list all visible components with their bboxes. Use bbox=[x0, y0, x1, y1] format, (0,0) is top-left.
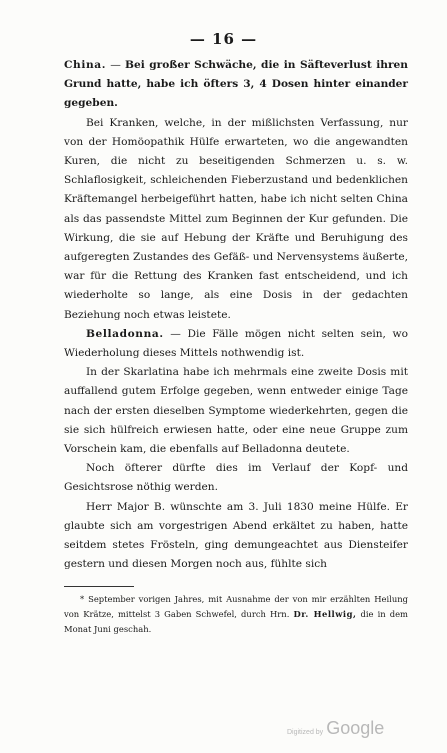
paragraph-text: Bei großer Schwäche, die in Säfteverlust ihren Grund hatte, habe ich öfters 3, 4 Dosen hinter einander gegeben. bbox=[64, 59, 408, 110]
paragraph-text: Bei Kranken, welche, in der mißlichsten Verfassung, nur von der Homöopathik Hülfe erwarteten, wo die angewandten Kuren, die nicht zu beseitigenden Schmerzen u. s. w. Schlaflosigkeit, schleichenden Fieberzustand und bedenklichen Kräftemangel herbeigeführt hatten, habe ich nicht selten China als das passendste Mittel zum Beginnen der Kur gefunden. Die Wirkung, die sie auf Hebung der Kräfte und Beruhigung des aufgeregten Zustandes des Gefäß- und Nervensystems äußerte, war für die Rettung des Kranken fast entscheidend, und ich wiederholte so lange, als eine Dosis in der gedachten Beziehung noch etwas leistete. bbox=[64, 116, 408, 321]
footnote-divider bbox=[64, 586, 134, 587]
paragraph-text: Die Fälle mögen nicht selten sein, wo Wiederholung dieses Mittels nothwendig ist. bbox=[64, 327, 408, 360]
footnote-author: Dr. Hellwig, bbox=[293, 609, 357, 619]
paragraph-major-case bbox=[64, 498, 408, 575]
remedy-label-belladonna: Belladonna. bbox=[86, 327, 164, 340]
paragraph-text: Herr Major B. wünschte am 3. Juli 1830 meine Hülfe. Er glaubte sich am vorgestrigen Abend erkältet zu haben, hatte seitdem stetes Frösteln, ging demungeachtet aus Diensteifer gestern und diesen Morgen noch aus, fühlte sich bbox=[64, 500, 408, 571]
footnote-marker: * bbox=[80, 594, 85, 604]
paragraph-text: In der Skarlatina habe ich mehrmals eine zweite Dosis mit auffallend gutem Erfolge gegeben, wenn entweder einige Tage nach der ersten dieselben Symptome wiederkehrten, gegen die sie sich hülfreich erwiesen hatte, oder eine neue Gruppe zum Vorschein kam, die ebenfalls auf Belladonna deutete. bbox=[64, 366, 408, 456]
page-body bbox=[64, 56, 408, 574]
footnote-text-end: die in dem Monat Juni geschah. bbox=[64, 609, 408, 634]
paragraph-belladonna bbox=[64, 325, 408, 363]
remedy-label-china: China. bbox=[64, 59, 107, 71]
footnote-paragraph bbox=[64, 592, 408, 637]
footnote-text: September vorigen Jahres, mit Ausnahme der von mir erzählten Heilung von Krätze, mittelst 3 Gaben Schwefel, durch Hrn. bbox=[64, 594, 408, 619]
paragraph-china-cases bbox=[64, 114, 408, 325]
google-logo: Google bbox=[326, 718, 385, 738]
paragraph-text: Noch öfterer dürfte dies im Verlauf der Kopf- und Gesichtsrose nöthig werden. bbox=[64, 462, 408, 494]
paragraph-skarlatina bbox=[64, 363, 408, 459]
footnote bbox=[64, 592, 408, 637]
em-dash: — bbox=[106, 59, 125, 71]
em-dash: — bbox=[163, 327, 188, 340]
page-number: — 16 — bbox=[189, 30, 258, 48]
digitizer-watermark bbox=[287, 718, 384, 739]
paragraph-china bbox=[64, 56, 408, 114]
paragraph-kopfrose bbox=[64, 459, 408, 497]
watermark-prefix: Digitized by bbox=[287, 729, 324, 736]
